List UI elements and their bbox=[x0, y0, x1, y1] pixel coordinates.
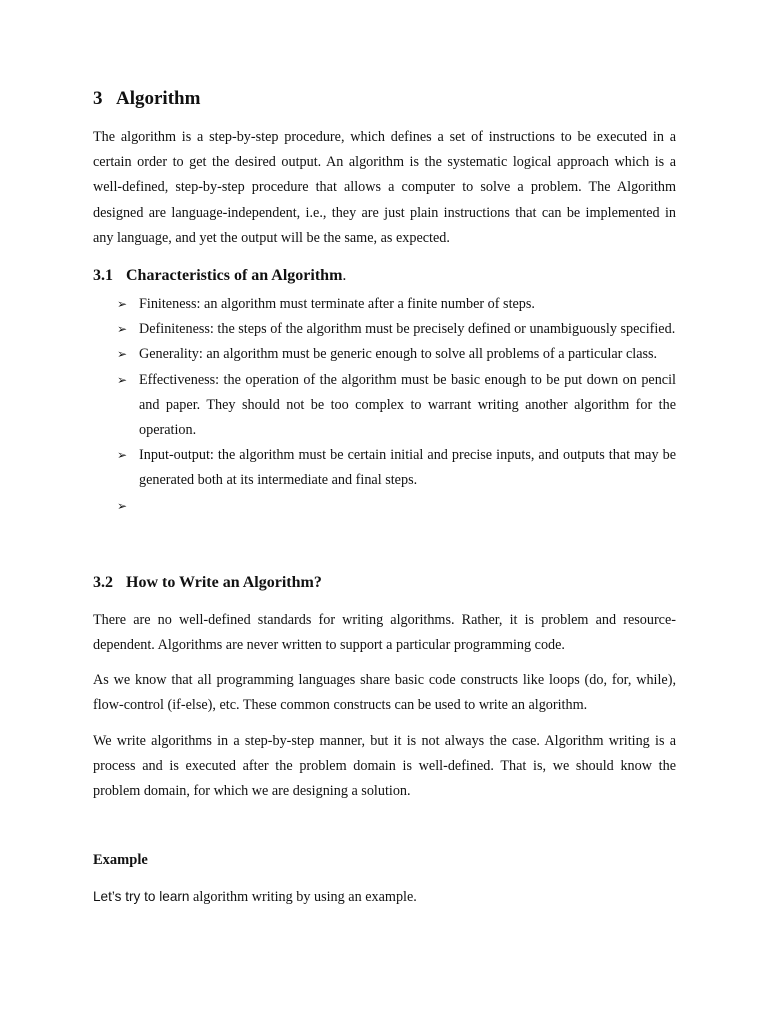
example-lead-text: Let’s try to learn bbox=[93, 889, 190, 904]
list-item-text: Input-output: the algorithm must be certain initial and precise inputs, and outputs that may be generated both at its intermediate and final steps. bbox=[139, 447, 676, 489]
subsection-title: Characteristics of an Algorithm bbox=[126, 267, 343, 284]
list-item bbox=[93, 317, 676, 342]
list-item bbox=[93, 443, 676, 493]
list-item bbox=[93, 368, 676, 444]
list-item-text: Generality: an algorithm must be generic enough to solve all problems of a particular class. bbox=[139, 346, 658, 363]
subsection-number: 3.1 bbox=[93, 267, 113, 284]
list-item-text: Effectiveness: the operation of the algorithm must be basic enough to be put down on pencil and paper. They should not be too complex to warrant writing another algorithm for the operation. bbox=[139, 371, 676, 439]
subsection-number: 3.2 bbox=[93, 574, 113, 591]
intro-paragraph: The algorithm is a step-by-step procedure, which defines a set of instructions to be executed in a certain order to get the desired output. An algorithm is the systematic logical approach which is a well-defined, step-by-step procedure that allows a computer to solve a problem. The Algorithm designed are language-independent, i.e., they are just plain instructions that can be implemented in any language, and yet the output will be the same, as expected. bbox=[93, 129, 676, 246]
arrowhead-bullet-icon: ➢ bbox=[116, 372, 128, 387]
section-title: Algorithm bbox=[116, 88, 201, 109]
example-paragraph bbox=[93, 884, 676, 910]
list-item-empty bbox=[93, 494, 676, 519]
subsection-trailing-period: . bbox=[342, 267, 347, 284]
arrowhead-bullet-icon: ➢ bbox=[116, 297, 128, 311]
list-item bbox=[93, 342, 676, 367]
list-item-text: Finiteness: an algorithm must terminate after a finite number of steps. bbox=[139, 296, 535, 312]
arrowhead-bullet-icon: ➢ bbox=[116, 448, 128, 463]
subsection-heading-how-to bbox=[93, 572, 676, 594]
example-rest-text: algorithm writing by using an example. bbox=[189, 889, 417, 905]
section-number: 3 bbox=[93, 88, 103, 109]
list-item bbox=[93, 292, 676, 317]
section-heading bbox=[93, 86, 200, 112]
how-to-paragraph: There are no well-defined standards for writing algorithms. Rather, it is problem and resource-dependent. Algorithms are never written to support a particular programming code. bbox=[93, 612, 676, 654]
arrowhead-bullet-icon: ➢ bbox=[116, 322, 128, 337]
how-to-paragraph: We write algorithms in a step-by-step manner, but it is not always the case. Algorithm writing is a process and is executed after the problem domain is well-defined. That is, we should know the problem domain, for which we are designing a solution. bbox=[93, 733, 676, 800]
arrowhead-bullet-icon: ➢ bbox=[116, 347, 128, 362]
arrowhead-bullet-icon: ➢ bbox=[116, 498, 128, 513]
subsection-heading-characteristics bbox=[93, 265, 676, 287]
subsection-title: How to Write an Algorithm? bbox=[126, 574, 322, 591]
example-heading: Example bbox=[93, 852, 148, 868]
how-to-paragraph: As we know that all programming languages share basic code constructs like loops (do, for, while), flow-control (if-else), etc. These common constructs can be used to write an algorithm. bbox=[93, 672, 676, 714]
list-item-text: Definiteness: the steps of the algorithm must be precisely defined or unambiguously specified. bbox=[139, 321, 676, 338]
characteristics-list bbox=[93, 292, 676, 519]
